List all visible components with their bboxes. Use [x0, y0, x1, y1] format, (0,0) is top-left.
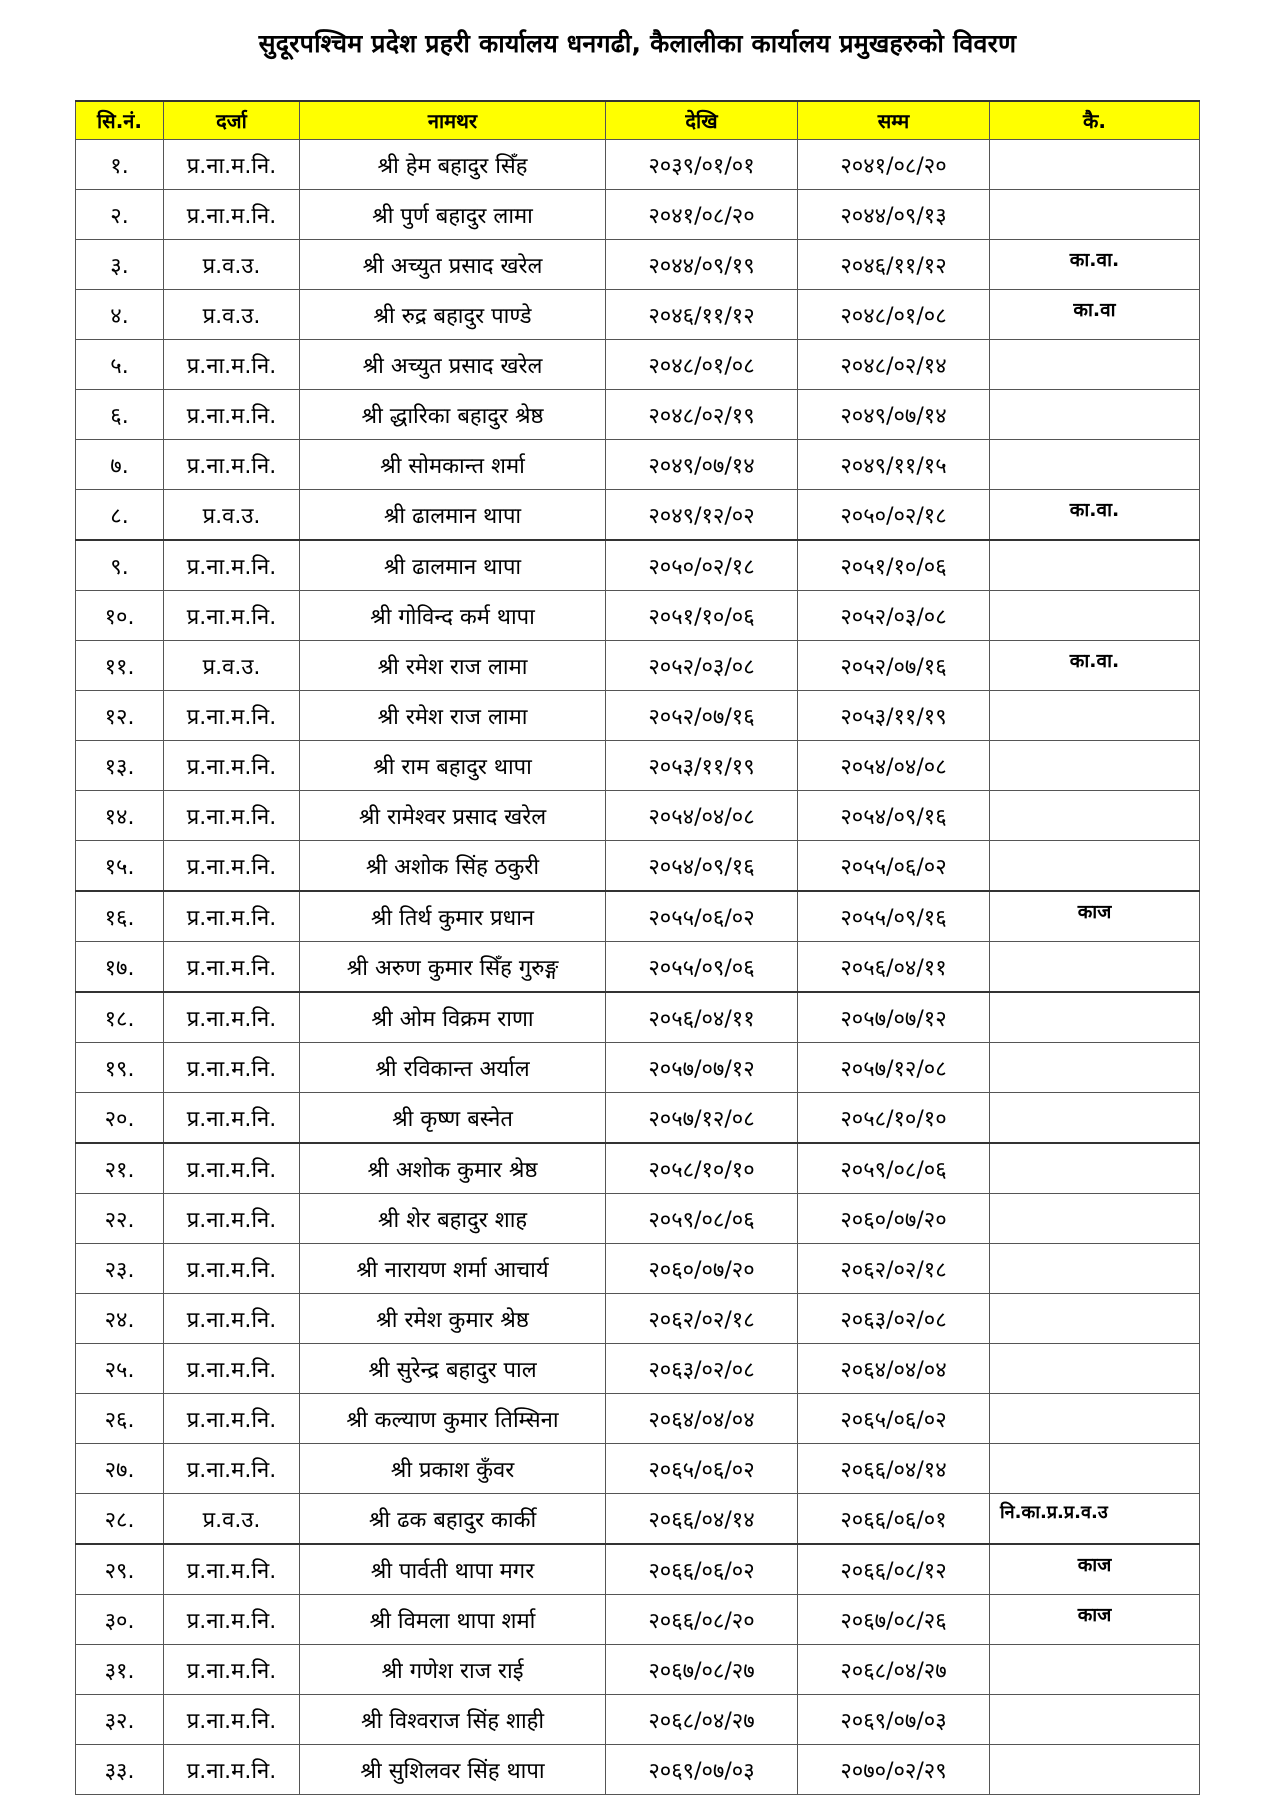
from-date-cell: २०४४/०९/१९	[606, 240, 798, 290]
rank-cell: प्र.ना.म.नि.	[164, 390, 300, 440]
rank-cell: प्र.ना.म.नि.	[164, 1595, 300, 1645]
from-date-cell: २०६३/०२/०८	[606, 1344, 798, 1394]
remark-cell: काज	[990, 1544, 1200, 1595]
remark-cell	[990, 190, 1200, 240]
rank-cell: प्र.ना.म.नि.	[164, 1695, 300, 1745]
name-cell: श्री गणेश राज राई	[300, 1645, 606, 1695]
table-row	[76, 190, 1200, 240]
remark-cell	[990, 1695, 1200, 1745]
table-row	[76, 1344, 1200, 1394]
from-date-cell: २०३९/०१/०१	[606, 140, 798, 190]
to-date-cell: २०६३/०२/०८	[798, 1294, 990, 1344]
to-date-cell: २०६५/०६/०२	[798, 1394, 990, 1444]
name-cell: श्री अच्युत प्रसाद खरेल	[300, 340, 606, 390]
serial-number-cell: २८.	[76, 1494, 164, 1545]
name-cell: श्री हेम बहादुर सिँह	[300, 140, 606, 190]
to-date-cell: २०४८/०२/१४	[798, 340, 990, 390]
name-cell: श्री सोमकान्त शर्मा	[300, 440, 606, 490]
from-date-cell: २०५३/११/१९	[606, 741, 798, 791]
from-date-cell: २०४९/१२/०२	[606, 490, 798, 541]
remark-cell: नि.का.प्र.प्र.व.उ	[990, 1494, 1200, 1545]
name-cell: श्री अरुण कुमार सिँह गुरुङ्ग	[300, 942, 606, 993]
to-date-cell: २०५४/०९/१६	[798, 791, 990, 841]
remark-cell	[990, 1344, 1200, 1394]
serial-number-cell: २०.	[76, 1093, 164, 1144]
name-cell: श्री पार्वती थापा मगर	[300, 1544, 606, 1595]
to-date-cell: २०५५/०६/०२	[798, 841, 990, 892]
table-row	[76, 490, 1200, 541]
table-row	[76, 691, 1200, 741]
serial-number-cell: २९.	[76, 1544, 164, 1595]
serial-number-cell: ५.	[76, 340, 164, 390]
remark-cell	[990, 741, 1200, 791]
serial-number-cell: २६.	[76, 1394, 164, 1444]
rank-cell: प्र.ना.म.नि.	[164, 190, 300, 240]
to-date-cell: २०५२/०३/०८	[798, 591, 990, 641]
table-row	[76, 1544, 1200, 1595]
from-date-cell: २०५२/०७/१६	[606, 691, 798, 741]
name-cell: श्री रमेश राज लामा	[300, 691, 606, 741]
name-cell: श्री रमेश कुमार श्रेष्ठ	[300, 1294, 606, 1344]
from-date-cell: २०६६/०४/१४	[606, 1494, 798, 1545]
rank-cell: प्र.ना.म.नि.	[164, 691, 300, 741]
table-row	[76, 992, 1200, 1043]
rank-cell: प्र.ना.म.नि.	[164, 1544, 300, 1595]
name-cell: श्री रविकान्त अर्याल	[300, 1043, 606, 1093]
from-date-cell: २०५४/०९/१६	[606, 841, 798, 892]
table-row	[76, 1645, 1200, 1695]
remark-cell	[990, 942, 1200, 993]
document-title: सुदूरपश्चिम प्रदेश प्रहरी कार्यालय धनगढी, कैलालीका कार्यालय प्रमुखहरुको विवरण	[258, 29, 1017, 58]
to-date-cell: २०६७/०८/२६	[798, 1595, 990, 1645]
table-row	[76, 841, 1200, 892]
rank-cell: प्र.व.उ.	[164, 290, 300, 340]
from-date-cell: २०६६/०८/२०	[606, 1595, 798, 1645]
header-rank: दर्जा	[164, 101, 300, 140]
table-row	[76, 741, 1200, 791]
from-date-cell: २०४६/११/१२	[606, 290, 798, 340]
serial-number-cell: ७.	[76, 440, 164, 490]
name-cell: श्री ओम विक्रम राणा	[300, 992, 606, 1043]
serial-number-cell: ३३.	[76, 1745, 164, 1795]
remark-cell	[990, 841, 1200, 892]
rank-cell: प्र.ना.म.नि.	[164, 841, 300, 892]
to-date-cell: २०६४/०४/०४	[798, 1344, 990, 1394]
to-date-cell: २०४१/०८/२०	[798, 140, 990, 190]
remark-cell	[990, 1745, 1200, 1795]
to-date-cell: २०५९/०८/०६	[798, 1143, 990, 1194]
table-row	[76, 942, 1200, 993]
name-cell: श्री अशोक सिंह ठकुरी	[300, 841, 606, 892]
name-cell: श्री सुशिलवर सिंह थापा	[300, 1745, 606, 1795]
rank-cell: प्र.ना.म.नि.	[164, 1344, 300, 1394]
name-cell: श्री ढालमान थापा	[300, 490, 606, 541]
remark-cell	[990, 1093, 1200, 1144]
remark-cell	[990, 691, 1200, 741]
table-row	[76, 1093, 1200, 1144]
from-date-cell: २०६२/०२/१८	[606, 1294, 798, 1344]
serial-number-cell: १९.	[76, 1043, 164, 1093]
table-row	[76, 1494, 1200, 1545]
rank-cell: प्र.व.उ.	[164, 641, 300, 691]
to-date-cell: २०५०/०२/१८	[798, 490, 990, 541]
serial-number-cell: १७.	[76, 942, 164, 993]
from-date-cell: २०५७/१२/०८	[606, 1093, 798, 1144]
name-cell: श्री तिर्थ कुमार प्रधान	[300, 891, 606, 942]
remark-cell	[990, 340, 1200, 390]
remark-cell	[990, 390, 1200, 440]
rank-cell: प्र.ना.म.नि.	[164, 1244, 300, 1294]
to-date-cell: २०४९/११/१५	[798, 440, 990, 490]
rank-cell: प्र.ना.म.नि.	[164, 992, 300, 1043]
name-cell: श्री राम बहादुर थापा	[300, 741, 606, 791]
header-from-date: देखि	[606, 101, 798, 140]
to-date-cell: २०६६/०६/०१	[798, 1494, 990, 1545]
serial-number-cell: २७.	[76, 1444, 164, 1494]
remark-cell	[990, 992, 1200, 1043]
from-date-cell: २०५४/०४/०८	[606, 791, 798, 841]
table-row	[76, 1745, 1200, 1795]
name-cell: श्री कृष्ण बस्नेत	[300, 1093, 606, 1144]
rank-cell: प्र.ना.म.नि.	[164, 1143, 300, 1194]
remark-cell	[990, 1194, 1200, 1244]
serial-number-cell: २.	[76, 190, 164, 240]
remark-cell	[990, 1294, 1200, 1344]
remark-cell	[990, 140, 1200, 190]
table-row	[76, 390, 1200, 440]
table-row	[76, 1695, 1200, 1745]
to-date-cell: २०५६/०४/११	[798, 942, 990, 993]
from-date-cell: २०५१/१०/०६	[606, 591, 798, 641]
name-cell: श्री पुर्ण बहादुर लामा	[300, 190, 606, 240]
rank-cell: प्र.ना.म.नि.	[164, 1043, 300, 1093]
from-date-cell: २०६०/०७/२०	[606, 1244, 798, 1294]
serial-number-cell: ४.	[76, 290, 164, 340]
table-row	[76, 1294, 1200, 1344]
name-cell: श्री नारायण शर्मा आचार्य	[300, 1244, 606, 1294]
table-row	[76, 1043, 1200, 1093]
rank-cell: प्र.ना.म.नि.	[164, 1745, 300, 1795]
serial-number-cell: २३.	[76, 1244, 164, 1294]
to-date-cell: २०६८/०४/२७	[798, 1645, 990, 1695]
to-date-cell: २०५७/१२/०८	[798, 1043, 990, 1093]
rank-cell: प्र.ना.म.नि.	[164, 891, 300, 942]
from-date-cell: २०६८/०४/२७	[606, 1695, 798, 1745]
serial-number-cell: २४.	[76, 1294, 164, 1344]
to-date-cell: २०५३/११/१९	[798, 691, 990, 741]
rank-cell: प्र.ना.म.नि.	[164, 1444, 300, 1494]
rank-cell: प्र.व.उ.	[164, 1494, 300, 1545]
rank-cell: प्र.ना.म.नि.	[164, 140, 300, 190]
to-date-cell: २०४६/११/१२	[798, 240, 990, 290]
table-row	[76, 540, 1200, 591]
remark-cell	[990, 1244, 1200, 1294]
name-cell: श्री गोविन्द कर्म थापा	[300, 591, 606, 641]
to-date-cell: २०६६/०४/१४	[798, 1444, 990, 1494]
serial-number-cell: ३१.	[76, 1645, 164, 1695]
to-date-cell: २०६९/०७/०३	[798, 1695, 990, 1745]
remark-cell	[990, 1645, 1200, 1695]
office-chiefs-table	[75, 100, 1200, 1795]
rank-cell: प्र.ना.म.नि.	[164, 1093, 300, 1144]
to-date-cell: २०६०/०७/२०	[798, 1194, 990, 1244]
serial-number-cell: १६.	[76, 891, 164, 942]
rank-cell: प्र.ना.म.नि.	[164, 1194, 300, 1244]
to-date-cell: २०४८/०१/०८	[798, 290, 990, 340]
name-cell: श्री विमला थापा शर्मा	[300, 1595, 606, 1645]
serial-number-cell: १५.	[76, 841, 164, 892]
table-row	[76, 591, 1200, 641]
header-remarks: कै.	[990, 101, 1200, 140]
to-date-cell: २०५५/०९/१६	[798, 891, 990, 942]
serial-number-cell: १४.	[76, 791, 164, 841]
serial-number-cell: १२.	[76, 691, 164, 741]
to-date-cell: २०७०/०२/२९	[798, 1745, 990, 1795]
remark-cell	[990, 1444, 1200, 1494]
rank-cell: प्र.ना.म.नि.	[164, 440, 300, 490]
to-date-cell: २०४४/०९/१३	[798, 190, 990, 240]
to-date-cell: २०५२/०७/१६	[798, 641, 990, 691]
serial-number-cell: ६.	[76, 390, 164, 440]
serial-number-cell: ३.	[76, 240, 164, 290]
from-date-cell: २०५७/०७/१२	[606, 1043, 798, 1093]
rank-cell: प्र.ना.म.नि.	[164, 1394, 300, 1444]
table-row	[76, 1194, 1200, 1244]
to-date-cell: २०५७/०७/१२	[798, 992, 990, 1043]
to-date-cell: २०५१/१०/०६	[798, 540, 990, 591]
from-date-cell: २०५५/०९/०६	[606, 942, 798, 993]
name-cell: श्री रामेश्वर प्रसाद खरेल	[300, 791, 606, 841]
header-name: नामथर	[300, 101, 606, 140]
table-row	[76, 1394, 1200, 1444]
name-cell: श्री विश्वराज सिंह शाही	[300, 1695, 606, 1745]
table-body	[76, 140, 1200, 1795]
name-cell: श्री प्रकाश कुँवर	[300, 1444, 606, 1494]
rank-cell: प्र.ना.म.नि.	[164, 1294, 300, 1344]
remark-cell: का.वा.	[990, 240, 1200, 290]
table-row	[76, 641, 1200, 691]
serial-number-cell: १.	[76, 140, 164, 190]
serial-number-cell: २५.	[76, 1344, 164, 1394]
remark-cell: का.वा.	[990, 641, 1200, 691]
from-date-cell: २०४८/०२/१९	[606, 390, 798, 440]
remark-cell: काज	[990, 1595, 1200, 1645]
rank-cell: प्र.व.उ.	[164, 490, 300, 541]
remark-cell	[990, 591, 1200, 641]
serial-number-cell: ९.	[76, 540, 164, 591]
table-row	[76, 290, 1200, 340]
serial-number-cell: १८.	[76, 992, 164, 1043]
remark-cell	[990, 540, 1200, 591]
table-row	[76, 240, 1200, 290]
rank-cell: प्र.ना.म.नि.	[164, 791, 300, 841]
header-to-date: सम्म	[798, 101, 990, 140]
serial-number-cell: ३२.	[76, 1695, 164, 1745]
table-row	[76, 440, 1200, 490]
serial-number-cell: २१.	[76, 1143, 164, 1194]
table-row	[76, 791, 1200, 841]
to-date-cell: २०५४/०४/०८	[798, 741, 990, 791]
name-cell: श्री ढालमान थापा	[300, 540, 606, 591]
name-cell: श्री अशोक कुमार श्रेष्ठ	[300, 1143, 606, 1194]
to-date-cell: २०६६/०८/१२	[798, 1544, 990, 1595]
remark-cell	[990, 1043, 1200, 1093]
from-date-cell: २०५६/०४/११	[606, 992, 798, 1043]
name-cell: श्री कल्याण कुमार तिम्सिना	[300, 1394, 606, 1444]
table-row	[76, 1143, 1200, 1194]
rank-cell: प्र.व.उ.	[164, 240, 300, 290]
table-row	[76, 1595, 1200, 1645]
to-date-cell: २०५८/१०/१०	[798, 1093, 990, 1144]
to-date-cell: २०६२/०२/१८	[798, 1244, 990, 1294]
serial-number-cell: १३.	[76, 741, 164, 791]
table-row	[76, 891, 1200, 942]
to-date-cell: २०४९/०७/१४	[798, 390, 990, 440]
serial-number-cell: २२.	[76, 1194, 164, 1244]
header-serial-number: सि.नं.	[76, 101, 164, 140]
table-row	[76, 1244, 1200, 1294]
from-date-cell: २०५०/०२/१८	[606, 540, 798, 591]
rank-cell: प्र.ना.म.नि.	[164, 1645, 300, 1695]
from-date-cell: २०६६/०६/०२	[606, 1544, 798, 1595]
serial-number-cell: १०.	[76, 591, 164, 641]
from-date-cell: २०५८/१०/१०	[606, 1143, 798, 1194]
rank-cell: प्र.ना.म.नि.	[164, 741, 300, 791]
from-date-cell: २०५९/०८/०६	[606, 1194, 798, 1244]
name-cell: श्री रमेश राज लामा	[300, 641, 606, 691]
rank-cell: प्र.ना.म.नि.	[164, 340, 300, 390]
from-date-cell: २०५५/०६/०२	[606, 891, 798, 942]
from-date-cell: २०६४/०४/०४	[606, 1394, 798, 1444]
remark-cell	[990, 1394, 1200, 1444]
remark-cell: का.वा	[990, 290, 1200, 340]
from-date-cell: २०६५/०६/०२	[606, 1444, 798, 1494]
from-date-cell: २०४९/०७/१४	[606, 440, 798, 490]
serial-number-cell: ८.	[76, 490, 164, 541]
name-cell: श्री अच्युत प्रसाद खरेल	[300, 240, 606, 290]
remark-cell	[990, 791, 1200, 841]
table-row	[76, 340, 1200, 390]
name-cell: श्री सुरेन्द्र बहादुर पाल	[300, 1344, 606, 1394]
table-header-row	[76, 101, 1200, 140]
rank-cell: प्र.ना.म.नि.	[164, 942, 300, 993]
from-date-cell: २०४८/०१/०८	[606, 340, 798, 390]
serial-number-cell: ११.	[76, 641, 164, 691]
from-date-cell: २०६९/०७/०३	[606, 1745, 798, 1795]
remark-cell: का.वा.	[990, 490, 1200, 541]
table-row	[76, 140, 1200, 190]
name-cell: श्री रुद्र बहादुर पाण्डे	[300, 290, 606, 340]
serial-number-cell: ३०.	[76, 1595, 164, 1645]
remark-cell	[990, 1143, 1200, 1194]
name-cell: श्री द्धारिका बहादुर श्रेष्ठ	[300, 390, 606, 440]
remark-cell: काज	[990, 891, 1200, 942]
remark-cell	[990, 440, 1200, 490]
table-row	[76, 1444, 1200, 1494]
rank-cell: प्र.ना.म.नि.	[164, 591, 300, 641]
from-date-cell: २०६७/०८/२७	[606, 1645, 798, 1695]
from-date-cell: २०५२/०३/०८	[606, 641, 798, 691]
name-cell: श्री ढक बहादुर कार्की	[300, 1494, 606, 1545]
from-date-cell: २०४१/०८/२०	[606, 190, 798, 240]
rank-cell: प्र.ना.म.नि.	[164, 540, 300, 591]
name-cell: श्री शेर बहादुर शाह	[300, 1194, 606, 1244]
